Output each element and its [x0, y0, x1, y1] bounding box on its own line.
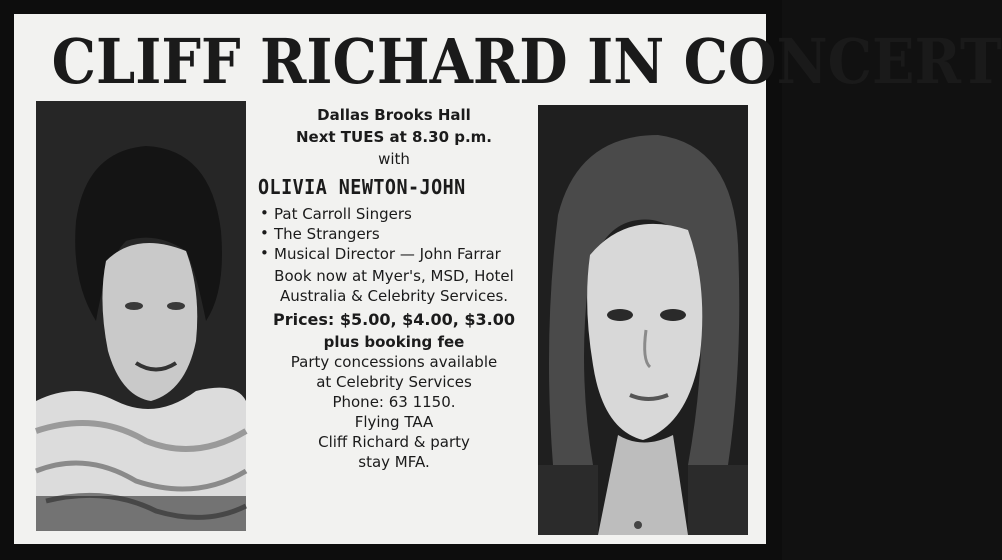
ticket-prices: Prices: $5.00, $4.00, $3.00 — [272, 310, 516, 329]
bullet-icon: • — [260, 224, 269, 242]
booking-fee-note: plus booking fee — [323, 333, 465, 351]
concessions-line-1: Party concessions available — [290, 353, 498, 371]
date-time: Next TUES at 8.30 p.m. — [296, 128, 492, 146]
list-item: • Musical Director — John Farrar — [260, 244, 501, 263]
event-details — [258, 104, 530, 534]
ad-panel — [14, 14, 1002, 544]
list-item: • The Strangers — [260, 224, 380, 243]
olivia-newton-john-photo — [538, 105, 748, 535]
featured-artist: OLIVIA NEWTON-JOHN — [258, 175, 466, 199]
olivia-newton-john-portrait — [538, 105, 748, 535]
phone-number: Phone: 63 1150. — [332, 393, 456, 411]
with-label: with — [378, 150, 410, 168]
bullet-icon: • — [260, 204, 269, 222]
headline: CLIFF RICHARD IN CONCERT — [51, 25, 1002, 98]
booking-info: Book now at Myer's, MSD, Hotel Australia & Celebrity Services. — [274, 267, 514, 305]
venue: Dallas Brooks Hall — [317, 106, 471, 124]
bullet-icon: • — [260, 244, 269, 262]
list-item: • Pat Carroll Singers — [260, 204, 412, 223]
accommodation-line-2: stay MFA. — [358, 453, 430, 471]
airline-note: Flying TAA — [354, 413, 434, 431]
supporting-acts-list — [258, 204, 530, 264]
concessions-line-2: at Celebrity Services — [316, 373, 472, 391]
accommodation-line-1: Cliff Richard & party — [318, 433, 470, 451]
cliff-richard-photo — [36, 101, 246, 531]
cliff-richard-portrait — [36, 101, 246, 531]
